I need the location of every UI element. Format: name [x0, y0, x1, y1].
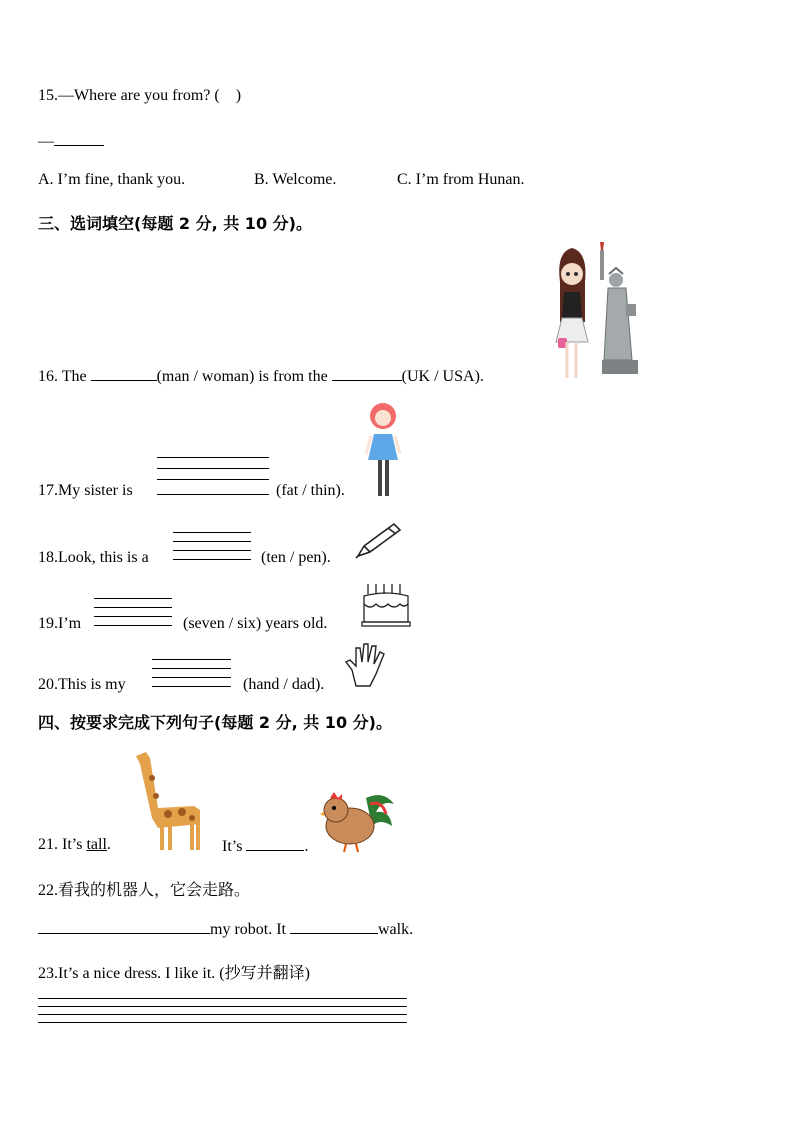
q22-end: walk. [378, 921, 414, 938]
q17-suffix: (fat / thin). [276, 482, 345, 499]
q16-blank-1[interactable] [91, 366, 157, 381]
q19-suffix: (seven / six) years old. [183, 615, 328, 632]
q19-writing-lines[interactable] [94, 598, 172, 628]
section-3-heading: 三、选词填空(每题 2 分, 共 10 分)。 [38, 214, 312, 233]
q15-option-b: B. Welcome. [254, 171, 337, 188]
q17-prefix: 17.My sister is [38, 482, 133, 499]
woman-icon [364, 398, 404, 498]
q22-blank-2[interactable] [290, 919, 378, 934]
giraffe-icon [128, 748, 208, 852]
q20-writing-lines[interactable] [152, 659, 231, 689]
q15-answer-line [38, 131, 104, 151]
q15-option-c: C. I’m from Hunan. [397, 171, 525, 188]
pen-icon [354, 520, 404, 560]
q16-part1: 16. The [38, 368, 91, 385]
q16-part2: (man / woman) is from the [156, 368, 332, 385]
q21-second-prefix: It’s [222, 838, 247, 855]
answer-dash: — [38, 133, 54, 150]
q21-dot: . [106, 836, 111, 853]
q19-prefix: 19.I’m [38, 615, 82, 632]
q23-writing-lines[interactable] [38, 998, 407, 1024]
q21-blank[interactable] [246, 836, 304, 851]
q20-prefix: 20.This is my [38, 676, 126, 693]
q21-sentence-2 [222, 836, 308, 856]
q22-mid: my robot. It [210, 921, 290, 938]
girl-icon [552, 242, 592, 382]
q15-question: 15.—Where are you from? ( ) [38, 87, 242, 104]
q15-option-a: A. I’m fine, thank you. [38, 171, 186, 188]
q22-blank-1[interactable] [38, 919, 210, 934]
q16-part3: (UK / USA). [401, 368, 484, 385]
q20-suffix: (hand / dad). [243, 676, 325, 693]
q21-sentence-1 [38, 836, 111, 854]
q21-underlined-word: tall [86, 836, 107, 853]
q16-blank-2[interactable] [332, 366, 402, 381]
q22-chinese-prompt: 22.看我的机器人，它会走路。 [38, 882, 251, 899]
hand-icon [344, 640, 390, 690]
rooster-icon [320, 790, 396, 852]
q22-answer-line [38, 919, 413, 939]
q18-suffix: (ten / pen). [261, 549, 331, 566]
q16-sentence [38, 366, 484, 386]
q17-writing-lines[interactable] [157, 457, 269, 497]
answer-blank[interactable] [54, 131, 104, 146]
q21-prefix: 21. It’s [38, 836, 87, 853]
q23-prompt: 23.It’s a nice dress. I like it. (抄写并翻译) [38, 965, 310, 982]
q21-end: . [304, 838, 309, 855]
q18-prefix: 18.Look, this is a [38, 549, 149, 566]
statue-of-liberty-icon [596, 240, 646, 380]
section-4-heading: 四、按要求完成下列句子(每题 2 分, 共 10 分)。 [38, 713, 392, 732]
birthday-cake-icon [362, 582, 410, 628]
q18-writing-lines[interactable] [173, 532, 251, 562]
